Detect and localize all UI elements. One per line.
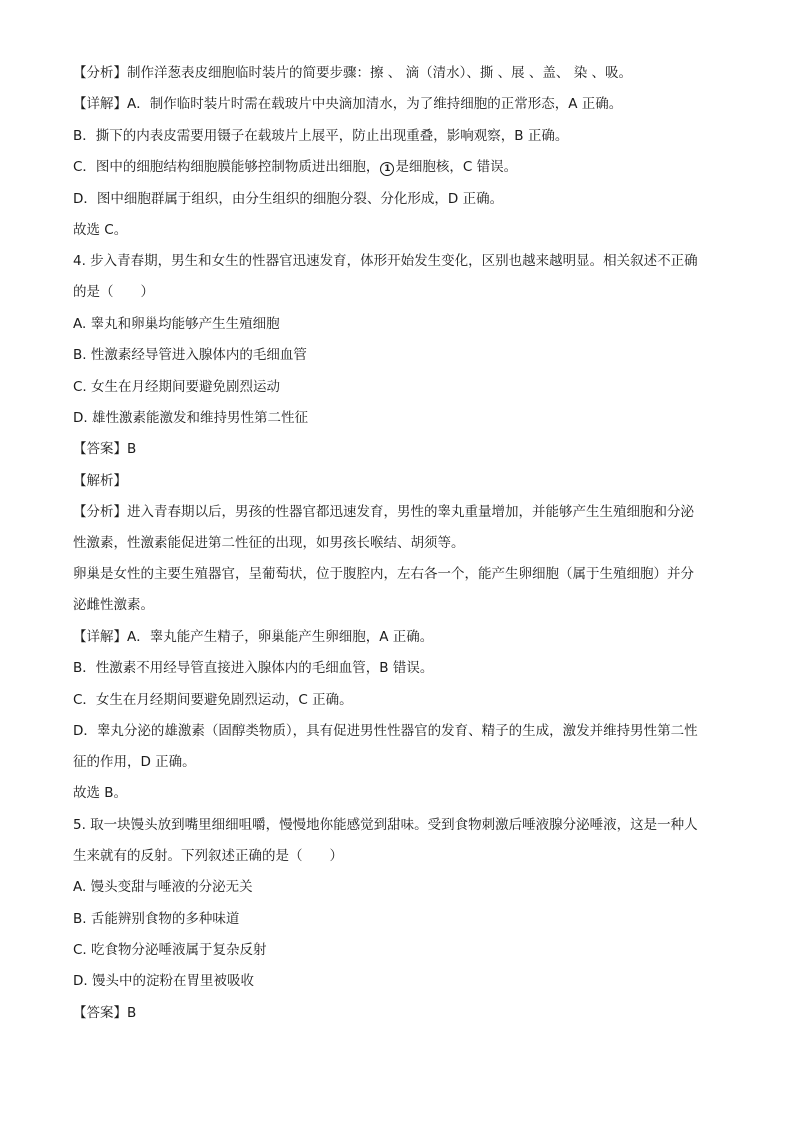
- q4-detail-c: C．女生在月经期间要避免剧烈运动，C 正确。: [73, 691, 353, 708]
- q4-analysis-line1: 【分析】进入青春期以后，男孩的性器官都迅速发育，男性的睾丸重量增加，并能够产生生殖细胞和分泌: [73, 504, 694, 521]
- q3-detail-c-post: 是细胞核，C 错误。: [395, 159, 518, 176]
- q3-detail-b: B．撕下的内表皮需要用镊子在载玻片上展平，防止出现重叠，影响观察，B 正确。: [73, 127, 569, 144]
- q3-detail-a: 【详解】A．制作临时装片时需在载玻片中央滴加清水，为了维持细胞的正常形态，A 正确。: [73, 96, 623, 113]
- q5-answer: 【答案】B: [73, 1004, 137, 1021]
- q4-answer: 【答案】B: [73, 441, 137, 458]
- q4-option-b: B. 性激素经导管进入腺体内的毛细血管: [73, 347, 307, 364]
- q4-option-c: C. 女生在月经期间要避免剧烈运动: [73, 378, 281, 395]
- q3-detail-c: [73, 157, 723, 177]
- q4-stem-line2: 的是（ ）: [73, 284, 154, 301]
- q4-jiexi-heading: 【解析】: [73, 472, 127, 489]
- q5-option-a: A. 馒头变甜与唾液的分泌无关: [73, 879, 253, 896]
- circled-number-icon: 1: [380, 162, 394, 176]
- q3-detail-c-pre: C．图中的细胞结构细胞膜能够控制物质进出细胞，: [73, 159, 380, 176]
- q4-choose: 故选 B。: [73, 785, 128, 802]
- q3-detail-d: D．图中细胞群属于组织，由分生组织的细胞分裂、分化形成，D 正确。: [73, 190, 504, 207]
- q4-detail-d-line2: 征的作用，D 正确。: [73, 754, 196, 771]
- q5-stem-line2: 生来就有的反射。下列叙述正确的是（ ）: [73, 847, 343, 864]
- document-page: [73, 63, 723, 1034]
- q5-option-c: C. 吃食物分泌唾液属于复杂反射: [73, 941, 267, 958]
- q5-option-d: D. 馒头中的淀粉在胃里被吸收: [73, 973, 254, 990]
- q4-stem-line1: 4. 步入青春期，男生和女生的性器官迅速发育，体形开始发生变化，区别也越来越明显。相关叙述不正确: [73, 253, 698, 270]
- q4-detail-b: B．性激素不用经导管直接进入腺体内的毛细血管，B 错误。: [73, 660, 434, 677]
- q4-analysis-line2: 性激素，性激素能促进第二性征的出现，如男孩长喉结、胡须等。: [73, 535, 465, 552]
- q3-choose: 故选 C。: [73, 221, 128, 238]
- q5-option-b: B. 舌能辨别食物的多种味道: [73, 910, 240, 927]
- q4-option-d: D. 雄性激素能激发和维持男性第二性征: [73, 409, 308, 426]
- q4-option-a: A. 睾丸和卵巢均能够产生生殖细胞: [73, 315, 280, 332]
- q5-stem-line1: 5. 取一块馒头放到嘴里细细咀嚼，慢慢地你能感觉到甜味。受到食物刺激后唾液腺分泌唾液，这是一种人: [73, 816, 698, 833]
- q4-ovary-line1: 卵巢是女性的主要生殖器官，呈葡萄状，位于腹腔内，左右各一个，能产生卵细胞（属于生殖细胞）并分: [73, 566, 694, 583]
- q4-detail-a: 【详解】A．睾丸能产生精子，卵巢能产生卵细胞，A 正确。: [73, 628, 434, 645]
- q4-detail-d-line1: D．睾丸分泌的雄激素（固醇类物质），具有促进男性性器官的发育、精子的生成，激发并维持男性第二性: [73, 723, 698, 740]
- q3-analysis-text: 【分析】制作洋葱表皮细胞临时装片的简要步骤：擦 、 滴（清水）、撕 、展 、盖、 染 、吸。: [73, 65, 632, 81]
- q4-ovary-line2: 泌雌性激素。: [73, 597, 154, 614]
